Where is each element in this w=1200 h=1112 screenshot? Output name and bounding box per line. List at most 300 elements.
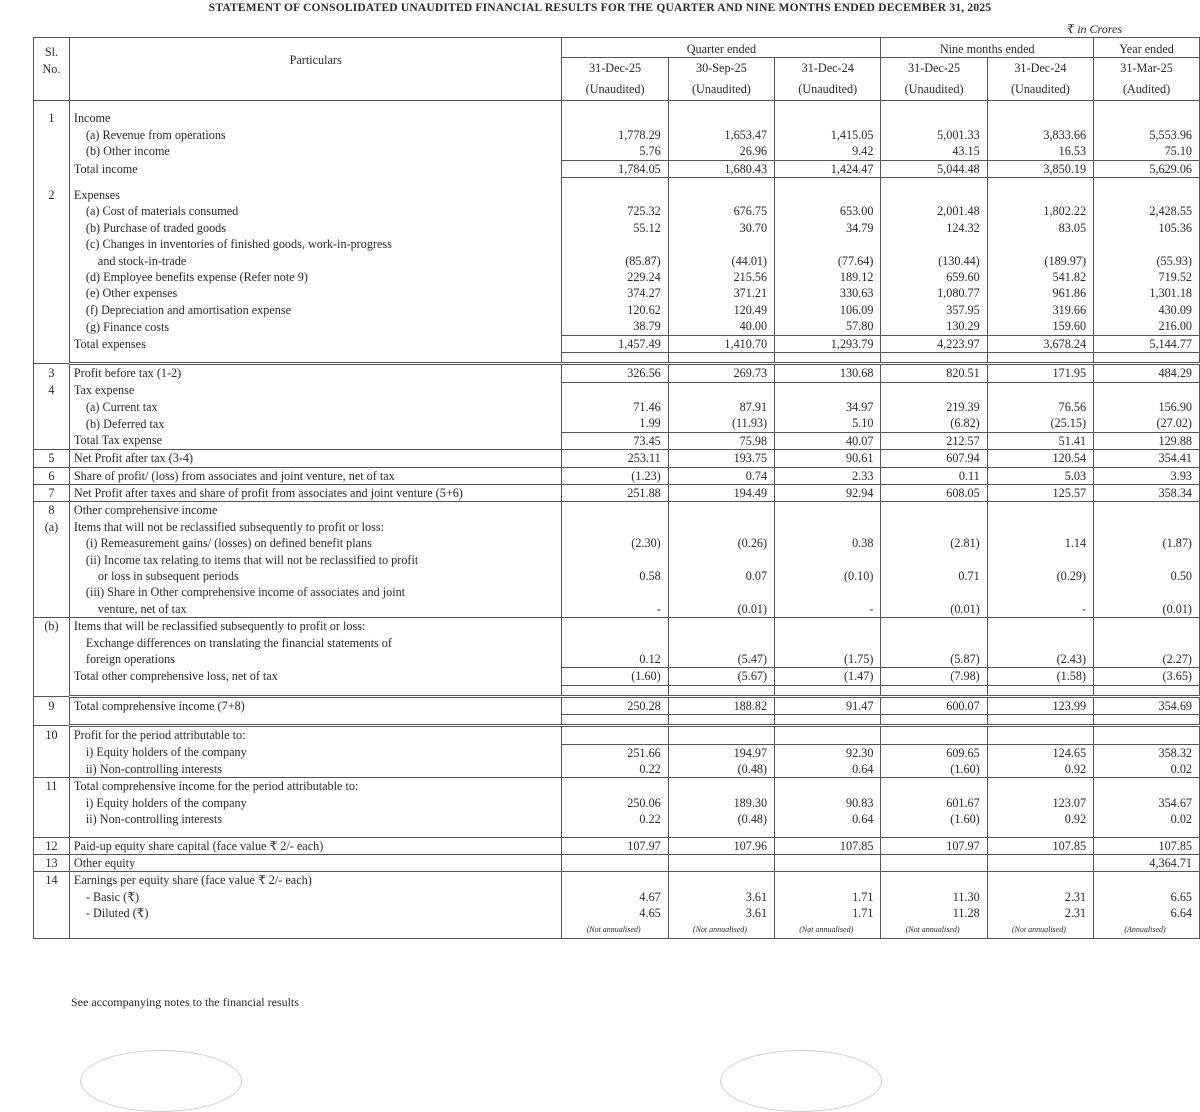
value-cell: (6.82) bbox=[881, 415, 987, 432]
value-cell: 1,415.05 bbox=[775, 127, 881, 143]
value-cell: 1.71 bbox=[775, 889, 881, 905]
stamp-left-partial bbox=[80, 1050, 242, 1112]
value-cell: 484.29 bbox=[1094, 364, 1200, 382]
value-cell bbox=[668, 110, 774, 126]
value-cell bbox=[775, 552, 881, 568]
sl-no: 7 bbox=[34, 484, 70, 501]
value-cell: 51.41 bbox=[987, 432, 1093, 449]
table-row-r1b bbox=[34, 143, 1200, 160]
table-row-r10ii bbox=[34, 761, 1200, 778]
annualisation-note: (Not annualised) bbox=[987, 922, 1093, 939]
table-row-r12 bbox=[34, 837, 1200, 854]
annualisation-note: (Not annualised) bbox=[881, 922, 987, 939]
column-status-1: (Unaudited) bbox=[668, 78, 774, 101]
table-row-r4 bbox=[34, 382, 1200, 399]
value-cell: 961.86 bbox=[987, 285, 1093, 301]
value-cell: 2.31 bbox=[987, 889, 1093, 905]
value-cell: 4.67 bbox=[562, 889, 668, 905]
value-cell: 0.22 bbox=[562, 761, 668, 778]
sl-no: (a) bbox=[34, 519, 70, 535]
row-label: ii) Non-controlling interests bbox=[69, 761, 562, 778]
row-label: i) Equity holders of the company bbox=[69, 744, 562, 761]
sl-no: 12 bbox=[34, 837, 70, 854]
value-cell: 194.49 bbox=[668, 484, 774, 501]
sl-no: 14 bbox=[34, 872, 70, 889]
value-cell bbox=[987, 502, 1093, 519]
value-cell: 676.75 bbox=[668, 203, 774, 219]
value-cell bbox=[987, 519, 1093, 535]
sl-no-header: Sl. No. bbox=[34, 38, 70, 101]
value-cell bbox=[562, 236, 668, 252]
row-label: Total comprehensive income (7+8) bbox=[69, 696, 562, 714]
sl-no bbox=[34, 253, 70, 269]
row-label: (a) Revenue from operations bbox=[69, 127, 562, 143]
stamp-right-partial bbox=[720, 1050, 882, 1112]
sl-no bbox=[34, 761, 70, 778]
value-cell: 76.56 bbox=[987, 399, 1093, 415]
value-cell bbox=[1094, 110, 1200, 126]
value-cell: 71.46 bbox=[562, 399, 668, 415]
financial-results-table bbox=[33, 37, 1200, 939]
table-row-r2b bbox=[34, 220, 1200, 236]
value-cell bbox=[881, 110, 987, 126]
value-cell: 250.06 bbox=[562, 795, 668, 811]
table-row-r2c2 bbox=[34, 253, 1200, 269]
table-row-r10i bbox=[34, 744, 1200, 761]
value-cell: (2.81) bbox=[881, 535, 987, 551]
value-cell bbox=[668, 187, 774, 203]
value-cell bbox=[562, 584, 668, 600]
table-row-r2t bbox=[34, 335, 1200, 352]
sl-no bbox=[34, 203, 70, 219]
particulars-header: Particulars bbox=[69, 38, 562, 101]
spacer-row bbox=[34, 101, 1200, 111]
value-cell: 2,428.55 bbox=[1094, 203, 1200, 219]
value-cell: 1,410.70 bbox=[668, 335, 774, 352]
row-label: foreign operations bbox=[69, 651, 562, 668]
row-label: (g) Finance costs bbox=[69, 318, 562, 335]
value-cell: 1,778.29 bbox=[562, 127, 668, 143]
value-cell: 0.07 bbox=[668, 568, 774, 584]
table-row-r2a bbox=[34, 203, 1200, 219]
value-cell: (5.87) bbox=[881, 651, 987, 668]
value-cell bbox=[987, 236, 1093, 252]
row-label: (iii) Share in Other comprehensive income of associates and joint bbox=[69, 584, 562, 600]
value-cell: 107.96 bbox=[668, 837, 774, 854]
value-cell: 92.30 bbox=[775, 744, 881, 761]
table-row-r1 bbox=[34, 110, 1200, 126]
table-row-r8b bbox=[34, 618, 1200, 635]
value-cell: 4.65 bbox=[562, 905, 668, 921]
value-cell: 107.85 bbox=[1094, 837, 1200, 854]
value-cell: 0.02 bbox=[1094, 761, 1200, 778]
value-cell: 189.12 bbox=[775, 269, 881, 285]
value-cell: (3.65) bbox=[1094, 668, 1200, 685]
value-cell: - bbox=[987, 601, 1093, 618]
value-cell: (2.43) bbox=[987, 651, 1093, 668]
value-cell bbox=[668, 502, 774, 519]
value-cell: 1.71 bbox=[775, 905, 881, 921]
column-status-5: (Audited) bbox=[1094, 78, 1200, 101]
table-row-r14a bbox=[34, 889, 1200, 905]
value-cell: 4,364.71 bbox=[1094, 855, 1200, 872]
value-cell: (1.87) bbox=[1094, 535, 1200, 551]
currency-unit-note: ₹ in Crores bbox=[1066, 22, 1122, 36]
value-cell bbox=[1094, 187, 1200, 203]
value-cell: 5.76 bbox=[562, 143, 668, 160]
value-cell: 541.82 bbox=[987, 269, 1093, 285]
row-label: - Diluted (₹) bbox=[69, 905, 562, 921]
sl-no: 2 bbox=[34, 187, 70, 203]
value-cell bbox=[775, 855, 881, 872]
sl-no bbox=[34, 432, 70, 449]
value-cell: 725.32 bbox=[562, 203, 668, 219]
annualisation-note: (Not annualised) bbox=[668, 922, 774, 939]
value-cell bbox=[775, 110, 881, 126]
annualisation-note: (Not annualised) bbox=[562, 922, 668, 939]
sl-no bbox=[34, 584, 70, 600]
table-row-r8a2b bbox=[34, 568, 1200, 584]
table-row-r11i bbox=[34, 795, 1200, 811]
value-cell: 1.14 bbox=[987, 535, 1093, 551]
table-row-r2 bbox=[34, 187, 1200, 203]
value-cell: 11.28 bbox=[881, 905, 987, 921]
column-status-4: (Unaudited) bbox=[987, 78, 1093, 101]
value-cell: 3,678.24 bbox=[987, 335, 1093, 352]
value-cell bbox=[881, 618, 987, 635]
value-cell: 55.12 bbox=[562, 220, 668, 236]
value-cell bbox=[562, 635, 668, 651]
value-cell bbox=[668, 382, 774, 399]
value-cell bbox=[987, 584, 1093, 600]
value-cell: 107.97 bbox=[562, 837, 668, 854]
table-row-r1t bbox=[34, 160, 1200, 177]
table-row-r14b bbox=[34, 905, 1200, 921]
value-cell bbox=[668, 726, 774, 744]
value-cell: (11.93) bbox=[668, 415, 774, 432]
sl-no bbox=[34, 335, 70, 352]
value-cell bbox=[987, 872, 1093, 889]
value-cell bbox=[668, 778, 774, 795]
sl-no bbox=[34, 143, 70, 160]
row-label: (a) Current tax bbox=[69, 399, 562, 415]
value-cell: 1,457.49 bbox=[562, 335, 668, 352]
annualisation-note: (Annualised) bbox=[1094, 922, 1200, 939]
quarter-ended-header: Quarter ended bbox=[562, 38, 881, 58]
sl-no: 5 bbox=[34, 450, 70, 467]
column-date-1: 30-Sep-25 bbox=[668, 58, 774, 79]
value-cell: 3.61 bbox=[668, 889, 774, 905]
row-label: venture, net of tax bbox=[69, 601, 562, 618]
value-cell bbox=[1094, 778, 1200, 795]
value-cell: (25.15) bbox=[987, 415, 1093, 432]
value-cell: 1,301.18 bbox=[1094, 285, 1200, 301]
row-label: Net Profit after taxes and share of profit from associates and joint venture (5+6) bbox=[69, 484, 562, 501]
value-cell: 5,629.06 bbox=[1094, 160, 1200, 177]
value-cell bbox=[775, 872, 881, 889]
value-cell bbox=[775, 502, 881, 519]
value-cell: (7.98) bbox=[881, 668, 987, 685]
column-date-0: 31-Dec-25 bbox=[562, 58, 668, 79]
value-cell: 16.53 bbox=[987, 143, 1093, 160]
value-cell: 4,223.97 bbox=[881, 335, 987, 352]
row-label bbox=[69, 922, 562, 939]
value-cell: 659.60 bbox=[881, 269, 987, 285]
value-cell bbox=[881, 872, 987, 889]
value-cell: 0.38 bbox=[775, 535, 881, 551]
value-cell: 129.88 bbox=[1094, 432, 1200, 449]
table-row-r14 bbox=[34, 872, 1200, 889]
annualisation-note-row bbox=[34, 922, 1200, 939]
table-row-r11ii bbox=[34, 811, 1200, 827]
sl-no bbox=[34, 318, 70, 335]
statement-title: STATEMENT OF CONSOLIDATED UNAUDITED FINANCIAL RESULTS FOR THE QUARTER AND NINE MONTHS ENDED DECEMBER 31, 2025 bbox=[208, 2, 992, 14]
value-cell: (1.23) bbox=[562, 467, 668, 484]
value-cell: 73.45 bbox=[562, 432, 668, 449]
value-cell: (5.67) bbox=[668, 668, 774, 685]
value-cell: 319.66 bbox=[987, 302, 1093, 318]
row-label: (c) Changes in inventories of finished goods, work-in-progress bbox=[69, 236, 562, 252]
value-cell: 358.34 bbox=[1094, 484, 1200, 501]
sl-no: 11 bbox=[34, 778, 70, 795]
value-cell bbox=[775, 584, 881, 600]
value-cell: 91.47 bbox=[775, 696, 881, 714]
value-cell: 250.28 bbox=[562, 696, 668, 714]
value-cell bbox=[668, 236, 774, 252]
value-cell: 251.88 bbox=[562, 484, 668, 501]
value-cell: 75.10 bbox=[1094, 143, 1200, 160]
value-cell bbox=[775, 187, 881, 203]
value-cell bbox=[562, 382, 668, 399]
value-cell bbox=[775, 519, 881, 535]
value-cell: 188.82 bbox=[668, 696, 774, 714]
value-cell: 216.00 bbox=[1094, 318, 1200, 335]
value-cell: 0.64 bbox=[775, 761, 881, 778]
value-cell: 357.95 bbox=[881, 302, 987, 318]
spacer-row bbox=[34, 715, 1200, 726]
value-cell: 212.57 bbox=[881, 432, 987, 449]
sl-no: 13 bbox=[34, 855, 70, 872]
row-label: and stock-in-trade bbox=[69, 253, 562, 269]
value-cell: 326.56 bbox=[562, 364, 668, 382]
row-label: (e) Other expenses bbox=[69, 285, 562, 301]
value-cell: 123.07 bbox=[987, 795, 1093, 811]
value-cell: 354.41 bbox=[1094, 450, 1200, 467]
value-cell: (0.10) bbox=[775, 568, 881, 584]
table-row-r2d bbox=[34, 269, 1200, 285]
value-cell: 0.02 bbox=[1094, 811, 1200, 827]
value-cell: 6.64 bbox=[1094, 905, 1200, 921]
value-cell bbox=[668, 635, 774, 651]
value-cell: 0.74 bbox=[668, 467, 774, 484]
value-cell: 92.94 bbox=[775, 484, 881, 501]
spacer-row bbox=[34, 828, 1200, 838]
value-cell: (1.58) bbox=[987, 668, 1093, 685]
row-label: Paid-up equity share capital (face value ₹ 2/- each) bbox=[69, 837, 562, 854]
table-row-r8b1a bbox=[34, 635, 1200, 651]
value-cell: 124.32 bbox=[881, 220, 987, 236]
value-cell: 40.00 bbox=[668, 318, 774, 335]
table-row-r3 bbox=[34, 364, 1200, 382]
value-cell: 820.51 bbox=[881, 364, 987, 382]
row-label: (a) Cost of materials consumed bbox=[69, 203, 562, 219]
row-label: Total other comprehensive loss, net of tax bbox=[69, 668, 562, 685]
nine-months-ended-header: Nine months ended bbox=[881, 38, 1094, 58]
value-cell: 1,680.43 bbox=[668, 160, 774, 177]
value-cell bbox=[987, 778, 1093, 795]
value-cell: 107.85 bbox=[775, 837, 881, 854]
value-cell: 123.99 bbox=[987, 696, 1093, 714]
value-cell: (77.64) bbox=[775, 253, 881, 269]
value-cell: (130.44) bbox=[881, 253, 987, 269]
value-cell bbox=[881, 726, 987, 744]
value-cell: 2.33 bbox=[775, 467, 881, 484]
value-cell: 330.63 bbox=[775, 285, 881, 301]
sl-no bbox=[34, 922, 70, 939]
value-cell: (5.47) bbox=[668, 651, 774, 668]
value-cell: (1.60) bbox=[562, 668, 668, 685]
value-cell: 40.07 bbox=[775, 432, 881, 449]
sl-no bbox=[34, 399, 70, 415]
value-cell: 2,001.48 bbox=[881, 203, 987, 219]
row-label: Share of profit/ (loss) from associates and joint venture, net of tax bbox=[69, 467, 562, 484]
value-cell bbox=[881, 519, 987, 535]
value-cell: 1,080.77 bbox=[881, 285, 987, 301]
sl-no bbox=[34, 269, 70, 285]
sl-no bbox=[34, 568, 70, 584]
value-cell bbox=[775, 236, 881, 252]
table-row-r5 bbox=[34, 450, 1200, 467]
value-cell: 26.96 bbox=[668, 143, 774, 160]
column-date-3: 31-Dec-25 bbox=[881, 58, 987, 79]
value-cell: 354.67 bbox=[1094, 795, 1200, 811]
row-label: Total income bbox=[69, 160, 562, 177]
sl-no: 9 bbox=[34, 696, 70, 714]
column-status-0: (Unaudited) bbox=[562, 78, 668, 101]
value-cell: 107.97 bbox=[881, 837, 987, 854]
row-label: Items that will be reclassified subsequently to profit or loss: bbox=[69, 618, 562, 635]
value-cell: 6.65 bbox=[1094, 889, 1200, 905]
table-row-r4a bbox=[34, 399, 1200, 415]
table-row-r1a bbox=[34, 127, 1200, 143]
value-cell: 0.71 bbox=[881, 568, 987, 584]
value-cell bbox=[562, 618, 668, 635]
value-cell: (85.87) bbox=[562, 253, 668, 269]
value-cell bbox=[987, 382, 1093, 399]
value-cell: 34.97 bbox=[775, 399, 881, 415]
value-cell bbox=[987, 187, 1093, 203]
value-cell: 1,784.05 bbox=[562, 160, 668, 177]
value-cell: 1,802.22 bbox=[987, 203, 1093, 219]
sl-no bbox=[34, 635, 70, 651]
value-cell bbox=[562, 552, 668, 568]
sl-no bbox=[34, 160, 70, 177]
table-header bbox=[34, 38, 1200, 101]
value-cell bbox=[668, 872, 774, 889]
sl-no bbox=[34, 601, 70, 618]
value-cell bbox=[1094, 382, 1200, 399]
value-cell: 0.22 bbox=[562, 811, 668, 827]
table-row-r8t bbox=[34, 668, 1200, 685]
row-label: (f) Depreciation and amortisation expense bbox=[69, 302, 562, 318]
table-row-r9 bbox=[34, 696, 1200, 714]
value-cell bbox=[1094, 236, 1200, 252]
value-cell bbox=[668, 855, 774, 872]
value-cell bbox=[668, 519, 774, 535]
value-cell: (0.01) bbox=[1094, 601, 1200, 618]
value-cell: 83.05 bbox=[987, 220, 1093, 236]
value-cell bbox=[775, 635, 881, 651]
value-cell: 159.60 bbox=[987, 318, 1093, 335]
value-cell bbox=[1094, 726, 1200, 744]
value-cell bbox=[987, 552, 1093, 568]
row-label: Exchange differences on translating the financial statements of bbox=[69, 635, 562, 651]
value-cell bbox=[1094, 502, 1200, 519]
value-cell bbox=[881, 635, 987, 651]
row-label: Total Tax expense bbox=[69, 432, 562, 449]
value-cell: (27.02) bbox=[1094, 415, 1200, 432]
row-label: (d) Employee benefits expense (Refer note 9) bbox=[69, 269, 562, 285]
row-label: Total expenses bbox=[69, 335, 562, 352]
table-row-r8a bbox=[34, 519, 1200, 535]
value-cell: 9.42 bbox=[775, 143, 881, 160]
value-cell: 0.12 bbox=[562, 651, 668, 668]
value-cell: (0.48) bbox=[668, 811, 774, 827]
value-cell bbox=[562, 726, 668, 744]
table-row-r4b bbox=[34, 415, 1200, 432]
value-cell: 194.97 bbox=[668, 744, 774, 761]
row-label: Other equity bbox=[69, 855, 562, 872]
value-cell bbox=[562, 519, 668, 535]
value-cell: 130.29 bbox=[881, 318, 987, 335]
table-row-r2f bbox=[34, 302, 1200, 318]
value-cell: 57.80 bbox=[775, 318, 881, 335]
sl-no: 4 bbox=[34, 382, 70, 399]
spacer-row bbox=[34, 353, 1200, 364]
spacer-row bbox=[34, 685, 1200, 696]
row-label: (b) Purchase of traded goods bbox=[69, 220, 562, 236]
value-cell bbox=[1094, 552, 1200, 568]
value-cell: 253.11 bbox=[562, 450, 668, 467]
sl-no: (b) bbox=[34, 618, 70, 635]
sl-no bbox=[34, 651, 70, 668]
value-cell bbox=[562, 502, 668, 519]
value-cell: 120.62 bbox=[562, 302, 668, 318]
footnote: See accompanying notes to the financial results bbox=[71, 995, 299, 1009]
value-cell bbox=[775, 778, 881, 795]
value-cell bbox=[562, 187, 668, 203]
sl-no bbox=[34, 220, 70, 236]
value-cell: 171.95 bbox=[987, 364, 1093, 382]
value-cell: (0.29) bbox=[987, 568, 1093, 584]
row-label: - Basic (₹) bbox=[69, 889, 562, 905]
table-row-r8a3b bbox=[34, 601, 1200, 618]
value-cell: 374.27 bbox=[562, 285, 668, 301]
value-cell: 124.65 bbox=[987, 744, 1093, 761]
value-cell: (2.27) bbox=[1094, 651, 1200, 668]
value-cell: 600.07 bbox=[881, 696, 987, 714]
row-label: Total comprehensive income for the period attributable to: bbox=[69, 778, 562, 795]
table-row-r2g bbox=[34, 318, 1200, 335]
value-cell: 38.79 bbox=[562, 318, 668, 335]
value-cell: 1.99 bbox=[562, 415, 668, 432]
value-cell: 354.69 bbox=[1094, 696, 1200, 714]
value-cell bbox=[881, 584, 987, 600]
value-cell: 106.09 bbox=[775, 302, 881, 318]
value-cell: 120.49 bbox=[668, 302, 774, 318]
row-label: (b) Deferred tax bbox=[69, 415, 562, 432]
spacer-row bbox=[34, 178, 1200, 188]
